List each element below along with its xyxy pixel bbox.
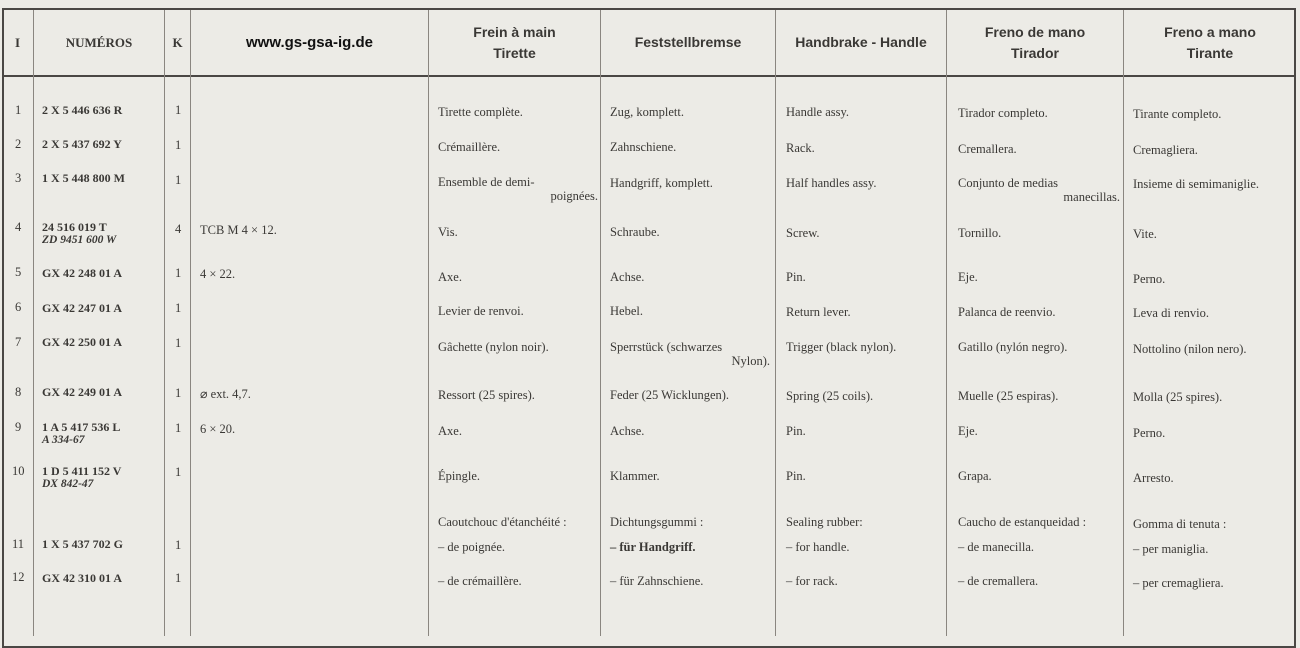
quantity: 4 (175, 222, 182, 236)
desc-de: – für Handgriff. (610, 540, 696, 554)
desc-es: – de manecilla. (958, 540, 1035, 554)
note: TCB M 4 × 12. (200, 223, 277, 237)
desc-es: Muelle (25 espiras). (958, 389, 1059, 403)
website-label: www.gs-gsa-ig.de (246, 34, 373, 51)
header-index: I (14, 35, 21, 50)
quantity: 1 (175, 571, 182, 585)
desc-en: Return lever. (786, 305, 851, 319)
header-k: K (172, 35, 183, 50)
desc-it: – per maniglia. (1133, 542, 1209, 556)
desc-en: – for rack. (786, 574, 838, 588)
quantity: 1 (175, 336, 182, 350)
desc-fr: Levier de renvoi. (438, 304, 524, 318)
desc-de: Feder (25 Wicklungen). (610, 388, 730, 402)
part-number: GX 42 249 01 A (42, 385, 123, 399)
desc-en: – for handle. (786, 540, 850, 554)
desc-es: Cremallera. (958, 142, 1017, 156)
column-divider (164, 10, 165, 636)
desc-fr: Tirette complète. (438, 105, 523, 119)
desc-es: Eje. (958, 270, 978, 284)
desc-it: Perno. (1133, 426, 1166, 440)
note: 4 × 22. (200, 267, 236, 281)
desc-it: Nottolino (nilon nero). (1133, 342, 1247, 356)
part-number: 2 X 5 446 636 R (42, 103, 123, 117)
quantity: 1 (175, 386, 182, 400)
quantity: 1 (175, 465, 182, 479)
row-index: 11 (12, 537, 25, 551)
desc-en: Pin. (786, 270, 806, 284)
desc-en: Trigger (black nylon). (786, 340, 897, 354)
header-spanish-line1: Freno de mano (984, 23, 1086, 40)
desc-fr: Axe. (438, 424, 462, 438)
part-number: 24 516 019 T (42, 220, 107, 234)
desc-de: Zahnschiene. (610, 140, 677, 154)
desc-fr-cont: poignées. (550, 189, 598, 203)
row-index: 4 (15, 220, 22, 234)
desc-fr: Crémaillère. (438, 140, 501, 154)
part-number-alt: ZD 9451 600 W (42, 234, 117, 246)
group-fr: Caoutchouc d'étanchéité : (438, 515, 567, 529)
desc-de: Zug, komplett. (610, 105, 684, 119)
desc-fr: Gâchette (nylon noir). (438, 340, 549, 354)
desc-fr: Ensemble de demi- (438, 175, 535, 189)
desc-fr: Vis. (438, 225, 458, 239)
quantity: 1 (175, 138, 182, 152)
quantity: 1 (175, 103, 182, 117)
header-italian-line1: Freno a mano (1164, 23, 1256, 40)
desc-en: Half handles assy. (786, 176, 877, 190)
desc-it: Molla (25 spires). (1133, 390, 1223, 404)
desc-es: Grapa. (958, 469, 992, 483)
header-numeros: NUMÉROS (65, 35, 133, 50)
desc-es: Eje. (958, 424, 978, 438)
column-divider (190, 10, 191, 636)
desc-en: Pin. (786, 469, 806, 483)
desc-en: Spring (25 coils). (786, 389, 874, 403)
column-divider (600, 10, 601, 636)
part-number-alt: DX 842-47 (42, 478, 94, 490)
column-divider (428, 10, 429, 636)
group-de: Dichtungsgummi : (610, 515, 704, 529)
desc-en: Screw. (786, 226, 820, 240)
quantity: 1 (175, 421, 182, 435)
quantity: 1 (175, 301, 182, 315)
column-divider (946, 10, 947, 636)
row-index: 9 (15, 420, 22, 434)
desc-es: Conjunto de medias (958, 176, 1058, 190)
row-index: 5 (15, 265, 22, 279)
row-index: 7 (15, 335, 22, 349)
quantity: 1 (175, 266, 182, 280)
desc-it: Arresto. (1133, 471, 1174, 485)
column-divider (775, 10, 776, 636)
desc-it: Insieme di semimaniglie. (1133, 177, 1260, 191)
desc-de: Klammer. (610, 469, 660, 483)
desc-en: Handle assy. (786, 105, 850, 119)
desc-fr: Épingle. (438, 469, 481, 483)
desc-fr: Axe. (438, 270, 462, 284)
header-french-line2: Tirette (493, 44, 536, 61)
desc-fr: Ressort (25 spires). (438, 388, 535, 402)
row-index: 2 (15, 137, 22, 151)
header-italian (1124, 10, 1296, 75)
part-number: 1 A 5 417 536 L (42, 420, 121, 434)
header-german: Feststellbremse (634, 34, 742, 50)
desc-it: Leva di renvio. (1133, 306, 1210, 320)
desc-de: Schraube. (610, 225, 660, 239)
part-number: GX 42 310 01 A (42, 571, 123, 585)
row-index: 8 (15, 385, 22, 399)
desc-it: Perno. (1133, 272, 1166, 286)
header-divider (2, 75, 1296, 77)
part-number: 1 X 5 448 800 M (42, 171, 125, 185)
desc-es: Tornillo. (958, 226, 1002, 240)
desc-de: Sperrstück (schwarzes (610, 340, 723, 354)
note: ⌀ ext. 4,7. (200, 387, 251, 401)
note: 6 × 20. (200, 422, 236, 436)
row-index: 1 (15, 103, 22, 117)
desc-it: – per cremagliera. (1133, 576, 1224, 590)
desc-it: Tirante completo. (1133, 107, 1222, 121)
group-en: Sealing rubber: (786, 515, 863, 529)
part-number: GX 42 248 01 A (42, 266, 123, 280)
desc-it: Cremagliera. (1133, 143, 1198, 157)
group-es: Caucho de estanqueidad : (958, 515, 1087, 529)
row-index: 10 (12, 464, 25, 478)
column-divider (33, 10, 34, 636)
desc-es: Palanca de reenvio. (958, 305, 1056, 319)
quantity: 1 (175, 538, 182, 552)
part-number: GX 42 247 01 A (42, 301, 123, 315)
column-divider (1123, 10, 1124, 636)
quantity: 1 (175, 173, 182, 187)
group-it: Gomma di tenuta : (1133, 517, 1227, 531)
header-french (429, 10, 600, 75)
desc-fr: – de crémaillère. (438, 574, 522, 588)
part-number-alt: A 334-67 (42, 434, 85, 446)
desc-es: Tirador completo. (958, 106, 1048, 120)
desc-de: – für Zahnschiene. (610, 574, 704, 588)
desc-it: Vite. (1133, 227, 1157, 241)
header-spanish (947, 10, 1123, 75)
part-number: 1 D 5 411 152 V (42, 464, 122, 478)
header-italian-line2: Tirante (1186, 44, 1234, 61)
desc-es-cont: manecillas. (1063, 190, 1120, 204)
row-index: 12 (12, 570, 25, 584)
desc-fr: – de poignée. (438, 540, 505, 554)
header-french-line1: Frein à main (473, 23, 556, 40)
row-index: 6 (15, 300, 22, 314)
header-spanish-line2: Tirador (1011, 44, 1059, 61)
header-english: Handbrake - Handle (795, 34, 927, 50)
desc-de: Hebel. (610, 304, 643, 318)
row-index: 3 (15, 171, 22, 185)
desc-en: Pin. (786, 424, 806, 438)
part-number: 2 X 5 437 692 Y (42, 137, 122, 151)
part-number: 1 X 5 437 702 G (42, 537, 123, 551)
desc-en: Rack. (786, 141, 815, 155)
desc-es: – de cremallera. (958, 574, 1039, 588)
desc-de-cont: Nylon). (731, 354, 770, 368)
part-number: GX 42 250 01 A (42, 335, 123, 349)
desc-de: Achse. (610, 270, 645, 284)
desc-es: Gatillo (nylón negro). (958, 340, 1068, 354)
desc-de: Handgriff, komplett. (610, 176, 713, 190)
desc-de: Achse. (610, 424, 645, 438)
